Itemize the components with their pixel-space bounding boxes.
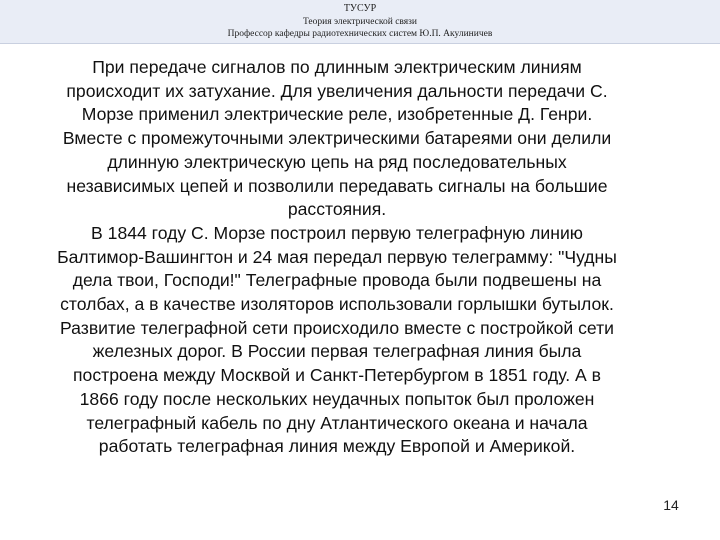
page-number: 14 (663, 497, 679, 513)
slide-body (52, 56, 622, 459)
header-organization: ТУСУР (343, 3, 377, 14)
header-author: Профессор кафедры радиотехнических систем Ю.П. Акулиничев (227, 29, 493, 39)
slide-header (0, 0, 720, 44)
body-paragraph-1: При передаче сигналов по длинным электрическим линиям происходит их затухание. Для увеличения дальности передачи С. Морзе применил электрические реле, изобретенные Д. Генри. Вместе с промежуточными электрическими батареями они делили длинную электрическую цепь на ряд последовательных независимых цепей и позволили передавать сигналы на большие расстояния. (62, 57, 612, 220)
header-course-title: Теория электрической связи (302, 16, 417, 27)
body-paragraph-2: В 1844 году С. Морзе построил первую телеграфную линию Балтимор-Вашингтон и 24 мая передал первую телеграмму: "Чудны дела твои, Господи!" Телеграфные провода были подвешены на столбах, а в качестве изоляторов использовали горлышки бутылок. Развитие телеграфной сети происходило вместе с постройкой сети железных дорог. В России первая телеграфная линия была построена между Москвой и Санкт-Петербургом в 1851 году. А в 1866 году после нескольких неудачных попыток был проложен телеграфный кабель по дну Атлантического океана и начала работать телеграфная линия между Европой и Америкой. (57, 222, 617, 457)
